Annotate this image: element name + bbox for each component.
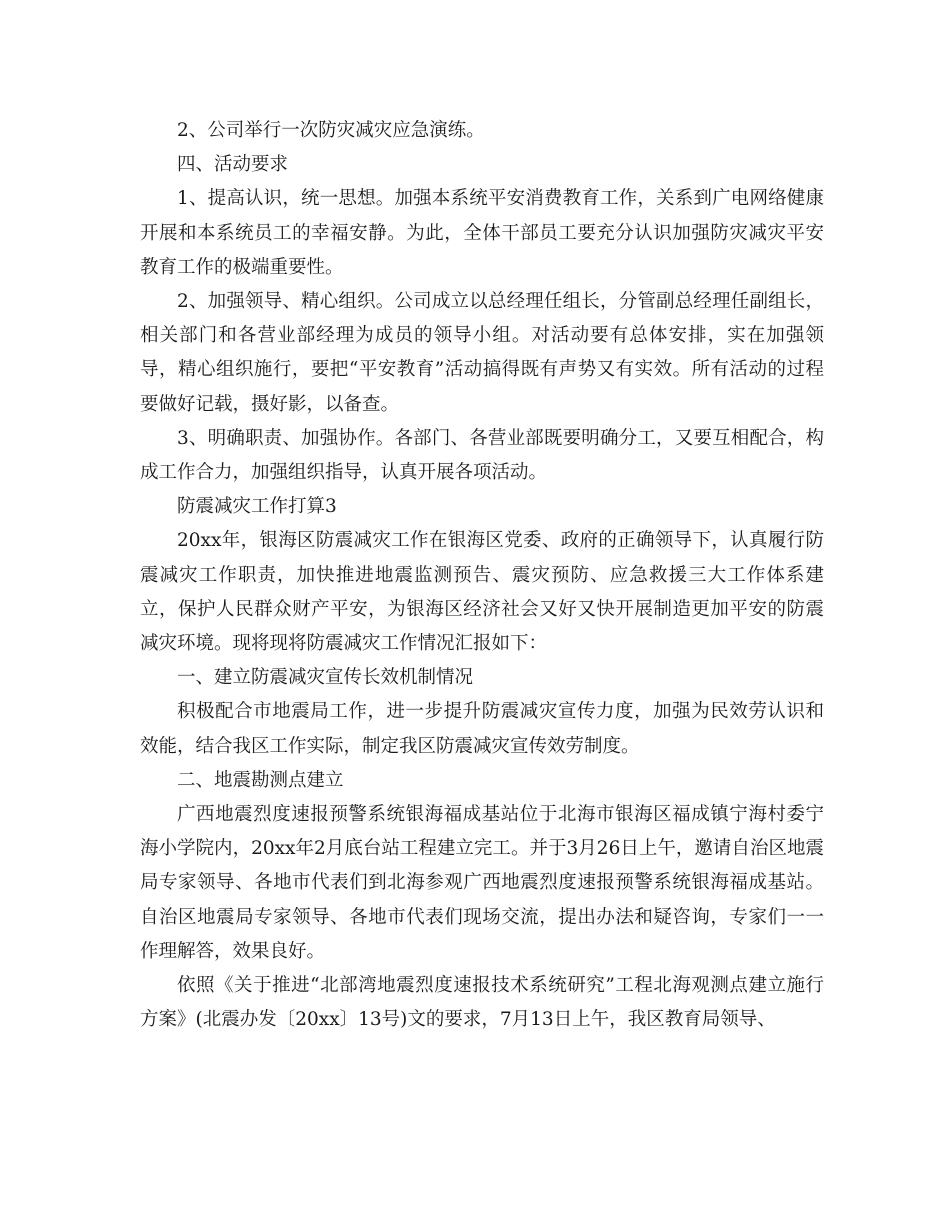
paragraph-responsibilities: 3、明确职责、加强协作。各部门、各营业部既要明确分工，又要互相配合，构成工作合力，加强组织指导，认真开展各项活动。 xyxy=(140,427,824,484)
paragraph-yinhai-overview: 20xx年，银海区防震减灾工作在银海区党委、政府的正确领导下，认真履行防震减灾工作职责，加快推进地震监测预告、震灾预防、应急救援三大工作体系建立，保护人民群众财产平安，为银海区经济社会又好又快开展制造更加平安的防震减灾环境。现将现将防震减灾工作情况汇报如下： xyxy=(140,530,824,655)
paragraph-awareness: 1、提高认识，统一思想。加强本系统平安消费教育工作，关系到广电网络健康开展和本系统员工的幸福安静。为此，全体干部员工要充分认识加强防灾减灾平安教育工作的极端重要性。 xyxy=(140,188,824,278)
document-page xyxy=(140,114,824,1037)
heading-activity-requirements: 四、活动要求 xyxy=(177,154,289,176)
heading-mechanism: 一、建立防震减灾宣传长效机制情况 xyxy=(177,667,474,689)
paragraph-implementation: 依照《关于推进“北部湾地震烈度速报技术系统研究”工程北海观测点建立施行方案》(北震办发〔20xx〕13号)文的要求，7月13日上午，我区教育局领导、 xyxy=(140,975,824,1031)
paragraph-publicity: 积极配合市地震局工作，进一步提升防震减灾宣传力度，加强为民效劳认识和效能，结合我区工作实际，制定我区防震减灾宣传效劳制度。 xyxy=(140,701,824,757)
paragraph-station: 广西地震烈度速报预警系统银海福成基站位于北海市银海区福成镇宁海村委宁海小学院内，20xx年2月底台站工程建立完工。并于3月26日上午，邀请自治区地震局专家领导、各地市代表们到北海参观广西地震烈度速报预警系统银海福成基站。自治区地震局专家领导、各地市代表们现场交流，提出办法和疑咨询，专家们一一作理解答，效果良好。 xyxy=(140,804,824,962)
paragraph-drill: 2、公司举行一次防灾减灾应急演练。 xyxy=(177,120,485,141)
paragraph-leadership: 2、加强领导、精心组织。公司成立以总经理任组长，分管副总经理任副组长，相关部门和各营业部经理为成员的领导小组。对活动要有总体安排，实在加强领导，精心组织施行，要把“平安教育”活动搞得既有声势又有实效。所有活动的过程要做好记载，摄好影，以备查。 xyxy=(140,291,824,415)
heading-plan-3: 防震减灾工作打算3 xyxy=(177,496,337,518)
heading-survey-points: 二、地震勘测点建立 xyxy=(177,769,344,791)
